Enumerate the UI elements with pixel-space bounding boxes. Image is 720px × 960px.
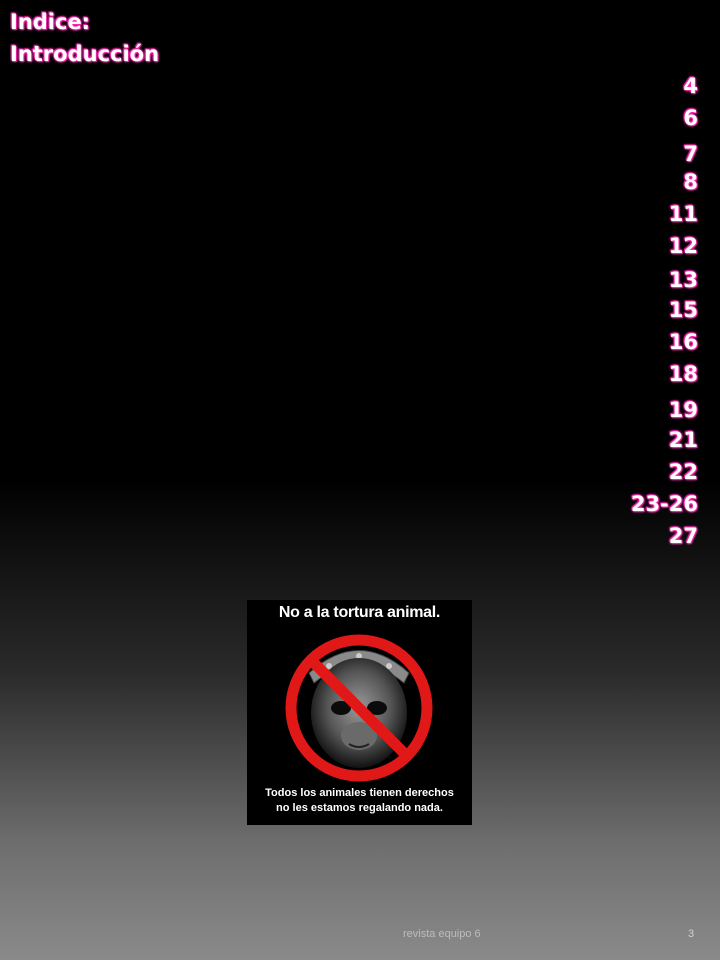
poster-caption-line1: Todos los animales tienen derechos	[265, 787, 454, 799]
toc-entry-page: 23-26	[630, 492, 698, 516]
toc-entry-page: 4	[683, 74, 698, 98]
toc-entry-page: 8	[683, 170, 698, 194]
toc-entry	[10, 488, 710, 520]
toc-entry-page: 21	[668, 428, 698, 452]
toc-entry	[10, 358, 710, 390]
toc-entry-page: 7	[683, 142, 698, 166]
prohibited-sign-icon	[269, 628, 449, 788]
toc-entry-page: 19	[668, 398, 698, 422]
toc-entry	[10, 326, 710, 358]
toc-entry	[10, 520, 710, 552]
toc-entry	[10, 166, 710, 198]
toc-entry-page: 16	[668, 330, 698, 354]
toc-entry	[10, 70, 710, 102]
toc-heading: Indice:	[10, 10, 91, 34]
toc-entry	[10, 230, 710, 262]
poster-title: No a la tortura animal.	[278, 604, 441, 621]
toc-entry	[10, 456, 710, 488]
toc-entry	[10, 264, 710, 296]
toc-entry-page: 12	[668, 234, 698, 258]
toc-entry	[10, 424, 710, 456]
footer-text: revista equipo 6	[403, 928, 481, 940]
toc-entry-page: 27	[668, 524, 698, 548]
toc-entry-page: 15	[668, 298, 698, 322]
anti-cruelty-poster	[247, 600, 472, 825]
poster-caption-line2: no les estamos regalando nada.	[276, 802, 443, 814]
toc-entry	[10, 198, 710, 230]
toc-entry	[10, 394, 710, 426]
page-number: 3	[688, 928, 695, 940]
toc-entry-page: 22	[668, 460, 698, 484]
toc-entry-page: 6	[683, 106, 698, 130]
toc-entry	[10, 294, 710, 326]
toc-entry-page: 13	[668, 268, 698, 292]
toc-entry-page: 18	[668, 362, 698, 386]
toc-entry-page: 11	[668, 202, 698, 226]
poster-caption	[247, 786, 472, 816]
toc-entry	[10, 102, 710, 134]
toc-intro-label: Introducción	[10, 42, 160, 66]
